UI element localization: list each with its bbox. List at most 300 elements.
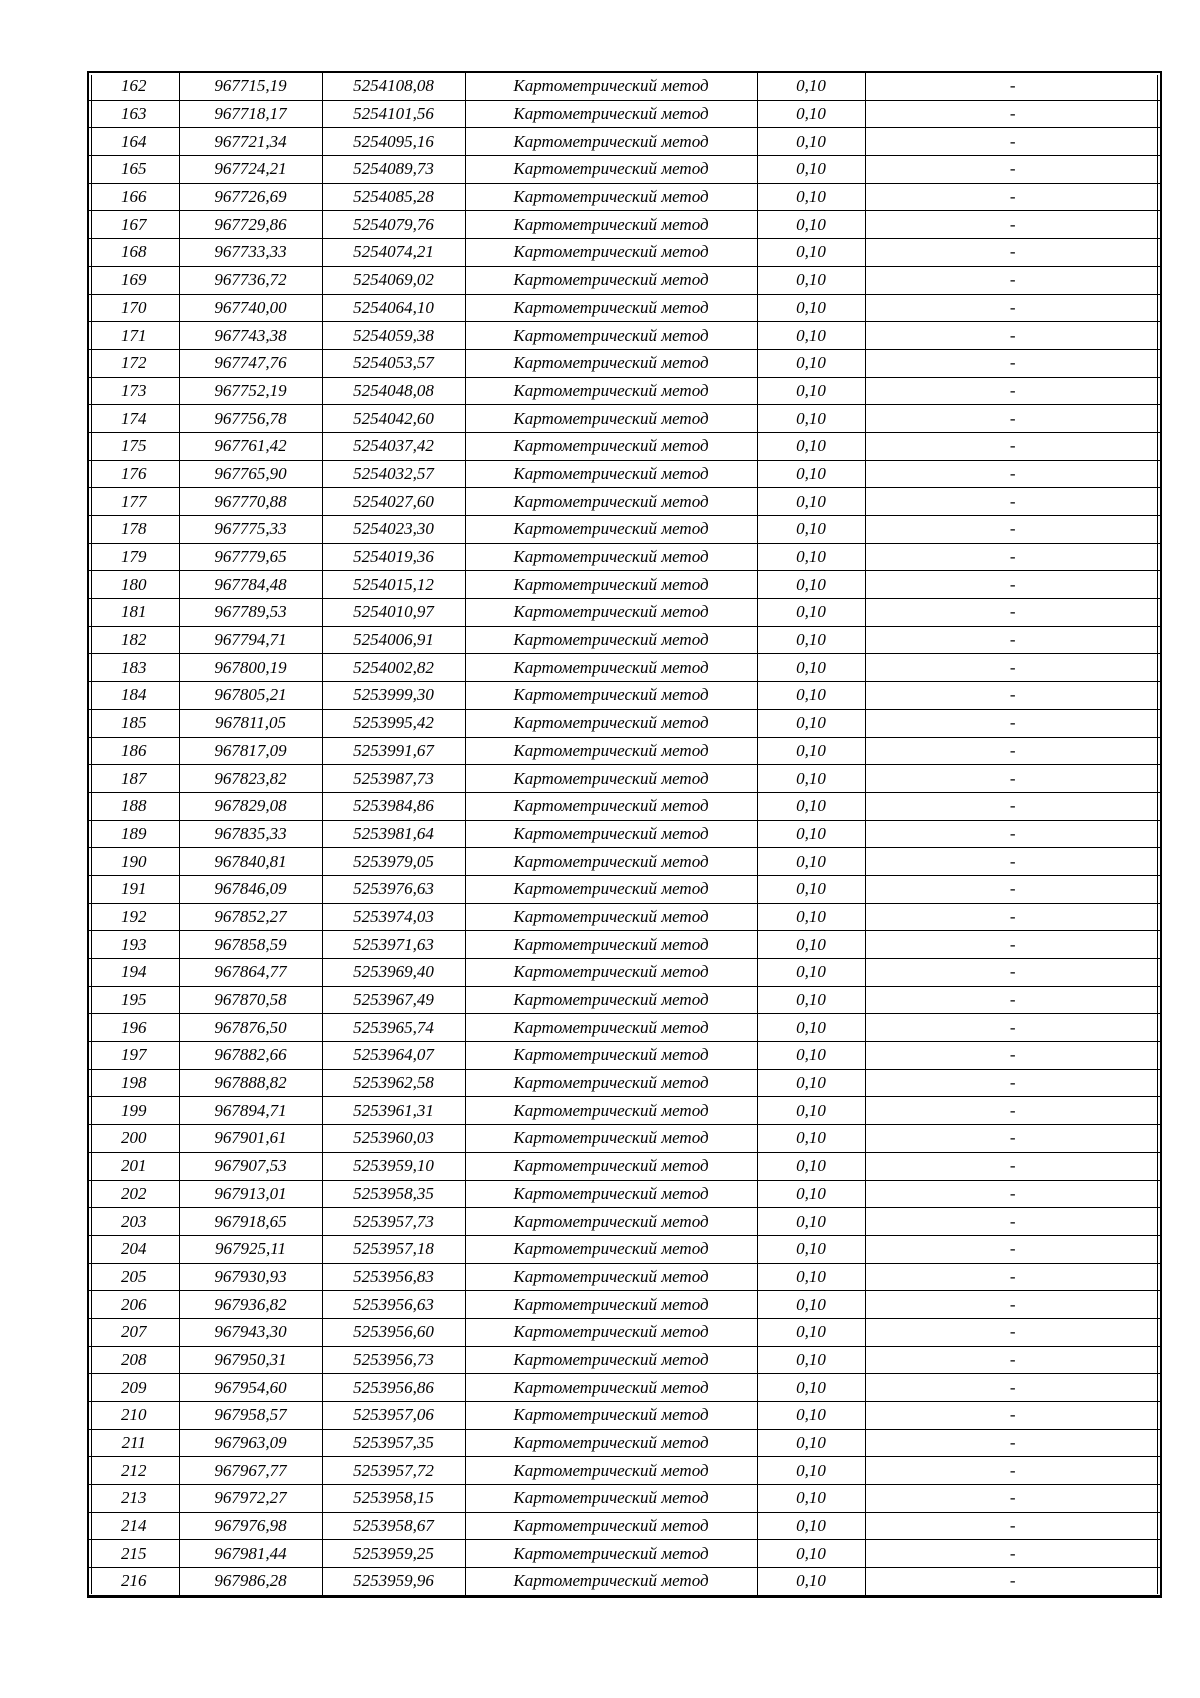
note-cell: -	[865, 1512, 1160, 1540]
coordinate-y-cell: 5254048,08	[322, 377, 465, 405]
coordinate-x-cell: 967925,11	[179, 1235, 322, 1263]
note-cell: -	[865, 1402, 1160, 1430]
method-cell: Картометрический метод	[465, 792, 757, 820]
table-row	[89, 1374, 1160, 1402]
coordinate-x-cell: 967852,27	[179, 903, 322, 931]
table-row	[89, 516, 1160, 544]
coordinate-y-cell: 5254079,76	[322, 211, 465, 239]
accuracy-cell: 0,10	[757, 73, 865, 100]
accuracy-cell: 0,10	[757, 1291, 865, 1319]
note-cell: -	[865, 349, 1160, 377]
method-cell: Картометрический метод	[465, 599, 757, 627]
coordinate-x-cell: 967823,82	[179, 765, 322, 793]
table-row	[89, 1152, 1160, 1180]
table-row	[89, 1568, 1160, 1596]
coordinate-y-cell: 5253981,64	[322, 820, 465, 848]
point-number-cell: 193	[89, 931, 179, 959]
coordinate-x-cell: 967747,76	[179, 349, 322, 377]
coordinate-y-cell: 5254053,57	[322, 349, 465, 377]
point-number-cell: 209	[89, 1374, 179, 1402]
point-number-cell: 177	[89, 488, 179, 516]
coordinate-x-cell: 967888,82	[179, 1069, 322, 1097]
method-cell: Картометрический метод	[465, 1457, 757, 1485]
accuracy-cell: 0,10	[757, 959, 865, 987]
accuracy-cell: 0,10	[757, 1568, 865, 1596]
method-cell: Картометрический метод	[465, 1208, 757, 1236]
coordinate-x-cell: 967811,05	[179, 709, 322, 737]
note-cell: -	[865, 377, 1160, 405]
table-row	[89, 931, 1160, 959]
accuracy-cell: 0,10	[757, 128, 865, 156]
table-row	[89, 543, 1160, 571]
coordinate-x-cell: 967963,09	[179, 1429, 322, 1457]
method-cell: Картометрический метод	[465, 266, 757, 294]
table-row	[89, 266, 1160, 294]
accuracy-cell: 0,10	[757, 488, 865, 516]
note-cell: -	[865, 73, 1160, 100]
coordinate-x-cell: 967805,21	[179, 682, 322, 710]
point-number-cell: 187	[89, 765, 179, 793]
table-row	[89, 1318, 1160, 1346]
accuracy-cell: 0,10	[757, 1125, 865, 1153]
method-cell: Картометрический метод	[465, 820, 757, 848]
accuracy-cell: 0,10	[757, 1042, 865, 1070]
note-cell: -	[865, 405, 1160, 433]
note-cell: -	[865, 156, 1160, 184]
point-number-cell: 213	[89, 1485, 179, 1513]
coordinate-x-cell: 967882,66	[179, 1042, 322, 1070]
note-cell: -	[865, 599, 1160, 627]
method-cell: Картометрический метод	[465, 1540, 757, 1568]
note-cell: -	[865, 266, 1160, 294]
note-cell: -	[865, 820, 1160, 848]
method-cell: Картометрический метод	[465, 1291, 757, 1319]
table-row	[89, 100, 1160, 128]
method-cell: Картометрический метод	[465, 405, 757, 433]
method-cell: Картометрический метод	[465, 765, 757, 793]
table-row	[89, 959, 1160, 987]
point-number-cell: 199	[89, 1097, 179, 1125]
coordinate-x-cell: 967784,48	[179, 571, 322, 599]
table-row	[89, 792, 1160, 820]
point-number-cell: 180	[89, 571, 179, 599]
note-cell: -	[865, 792, 1160, 820]
accuracy-cell: 0,10	[757, 100, 865, 128]
note-cell: -	[865, 1235, 1160, 1263]
method-cell: Картометрический метод	[465, 654, 757, 682]
coordinate-x-cell: 967775,33	[179, 516, 322, 544]
table-row	[89, 682, 1160, 710]
note-cell: -	[865, 959, 1160, 987]
coordinate-y-cell: 5253964,07	[322, 1042, 465, 1070]
coordinate-y-cell: 5253959,25	[322, 1540, 465, 1568]
point-number-cell: 215	[89, 1540, 179, 1568]
note-cell: -	[865, 488, 1160, 516]
coordinate-x-cell: 967765,90	[179, 460, 322, 488]
method-cell: Картометрический метод	[465, 1097, 757, 1125]
note-cell: -	[865, 626, 1160, 654]
method-cell: Картометрический метод	[465, 931, 757, 959]
coordinate-x-cell: 967829,08	[179, 792, 322, 820]
coordinates-table-frame	[87, 71, 1162, 1598]
note-cell: -	[865, 1125, 1160, 1153]
coordinate-x-cell: 967876,50	[179, 1014, 322, 1042]
note-cell: -	[865, 128, 1160, 156]
point-number-cell: 168	[89, 239, 179, 267]
accuracy-cell: 0,10	[757, 599, 865, 627]
coordinate-y-cell: 5253956,73	[322, 1346, 465, 1374]
coordinate-y-cell: 5253991,67	[322, 737, 465, 765]
note-cell: -	[865, 516, 1160, 544]
coordinate-x-cell: 967958,57	[179, 1402, 322, 1430]
method-cell: Картометрический метод	[465, 737, 757, 765]
point-number-cell: 172	[89, 349, 179, 377]
accuracy-cell: 0,10	[757, 156, 865, 184]
table-row	[89, 1097, 1160, 1125]
table-row	[89, 1208, 1160, 1236]
table-row	[89, 1125, 1160, 1153]
point-number-cell: 200	[89, 1125, 179, 1153]
method-cell: Картометрический метод	[465, 1125, 757, 1153]
coordinate-x-cell: 967770,88	[179, 488, 322, 516]
note-cell: -	[865, 1374, 1160, 1402]
note-cell: -	[865, 986, 1160, 1014]
accuracy-cell: 0,10	[757, 266, 865, 294]
accuracy-cell: 0,10	[757, 211, 865, 239]
table-row	[89, 432, 1160, 460]
table-row	[89, 1042, 1160, 1070]
accuracy-cell: 0,10	[757, 1069, 865, 1097]
note-cell: -	[865, 100, 1160, 128]
point-number-cell: 190	[89, 848, 179, 876]
point-number-cell: 207	[89, 1318, 179, 1346]
point-number-cell: 166	[89, 183, 179, 211]
coordinate-x-cell: 967718,17	[179, 100, 322, 128]
method-cell: Картометрический метод	[465, 875, 757, 903]
note-cell: -	[865, 1042, 1160, 1070]
accuracy-cell: 0,10	[757, 460, 865, 488]
note-cell: -	[865, 183, 1160, 211]
coordinate-x-cell: 967943,30	[179, 1318, 322, 1346]
table-row	[89, 654, 1160, 682]
table-row	[89, 1457, 1160, 1485]
method-cell: Картометрический метод	[465, 1014, 757, 1042]
table-row	[89, 986, 1160, 1014]
point-number-cell: 194	[89, 959, 179, 987]
point-number-cell: 205	[89, 1263, 179, 1291]
table-row	[89, 875, 1160, 903]
note-cell: -	[865, 1097, 1160, 1125]
note-cell: -	[865, 1069, 1160, 1097]
accuracy-cell: 0,10	[757, 792, 865, 820]
coordinate-y-cell: 5254010,97	[322, 599, 465, 627]
table-row	[89, 460, 1160, 488]
note-cell: -	[865, 1457, 1160, 1485]
table-row	[89, 1291, 1160, 1319]
accuracy-cell: 0,10	[757, 875, 865, 903]
method-cell: Картометрический метод	[465, 1485, 757, 1513]
coordinate-y-cell: 5254089,73	[322, 156, 465, 184]
coordinate-x-cell: 967736,72	[179, 266, 322, 294]
coordinate-x-cell: 967800,19	[179, 654, 322, 682]
note-cell: -	[865, 1346, 1160, 1374]
coordinate-y-cell: 5254101,56	[322, 100, 465, 128]
method-cell: Картометрический метод	[465, 488, 757, 516]
method-cell: Картометрический метод	[465, 1152, 757, 1180]
note-cell: -	[865, 709, 1160, 737]
method-cell: Картометрический метод	[465, 377, 757, 405]
method-cell: Картометрический метод	[465, 1318, 757, 1346]
coordinate-y-cell: 5253974,03	[322, 903, 465, 931]
coordinate-x-cell: 967954,60	[179, 1374, 322, 1402]
coordinate-y-cell: 5254042,60	[322, 405, 465, 433]
coordinate-x-cell: 967986,28	[179, 1568, 322, 1596]
point-number-cell: 204	[89, 1235, 179, 1263]
point-number-cell: 210	[89, 1402, 179, 1430]
note-cell: -	[865, 682, 1160, 710]
coordinate-y-cell: 5253967,49	[322, 986, 465, 1014]
method-cell: Картометрический метод	[465, 1374, 757, 1402]
note-cell: -	[865, 903, 1160, 931]
point-number-cell: 167	[89, 211, 179, 239]
point-number-cell: 179	[89, 543, 179, 571]
coordinate-y-cell: 5253957,73	[322, 1208, 465, 1236]
coordinate-x-cell: 967907,53	[179, 1152, 322, 1180]
accuracy-cell: 0,10	[757, 294, 865, 322]
table-row	[89, 1069, 1160, 1097]
point-number-cell: 216	[89, 1568, 179, 1596]
accuracy-cell: 0,10	[757, 709, 865, 737]
point-number-cell: 176	[89, 460, 179, 488]
coordinate-y-cell: 5253979,05	[322, 848, 465, 876]
coordinate-y-cell: 5253976,63	[322, 875, 465, 903]
point-number-cell: 212	[89, 1457, 179, 1485]
note-cell: -	[865, 239, 1160, 267]
point-number-cell: 181	[89, 599, 179, 627]
accuracy-cell: 0,10	[757, 183, 865, 211]
coordinate-x-cell: 967789,53	[179, 599, 322, 627]
coordinate-y-cell: 5253971,63	[322, 931, 465, 959]
table-row	[89, 156, 1160, 184]
coordinate-x-cell: 967756,78	[179, 405, 322, 433]
accuracy-cell: 0,10	[757, 322, 865, 350]
accuracy-cell: 0,10	[757, 349, 865, 377]
table-row	[89, 1014, 1160, 1042]
note-cell: -	[865, 931, 1160, 959]
note-cell: -	[865, 1014, 1160, 1042]
table-row	[89, 128, 1160, 156]
accuracy-cell: 0,10	[757, 1402, 865, 1430]
accuracy-cell: 0,10	[757, 1014, 865, 1042]
point-number-cell: 202	[89, 1180, 179, 1208]
accuracy-cell: 0,10	[757, 1152, 865, 1180]
accuracy-cell: 0,10	[757, 986, 865, 1014]
point-number-cell: 170	[89, 294, 179, 322]
coordinate-y-cell: 5253957,18	[322, 1235, 465, 1263]
point-number-cell: 191	[89, 875, 179, 903]
point-number-cell: 162	[89, 73, 179, 100]
method-cell: Картометрический метод	[465, 1568, 757, 1596]
method-cell: Картометрический метод	[465, 322, 757, 350]
accuracy-cell: 0,10	[757, 1208, 865, 1236]
table-row	[89, 848, 1160, 876]
coordinate-y-cell: 5254074,21	[322, 239, 465, 267]
note-cell: -	[865, 322, 1160, 350]
table-row	[89, 1429, 1160, 1457]
method-cell: Картометрический метод	[465, 239, 757, 267]
accuracy-cell: 0,10	[757, 543, 865, 571]
accuracy-cell: 0,10	[757, 1374, 865, 1402]
coordinate-y-cell: 5253959,96	[322, 1568, 465, 1596]
table-row	[89, 765, 1160, 793]
coordinate-y-cell: 5254019,36	[322, 543, 465, 571]
coordinate-y-cell: 5254095,16	[322, 128, 465, 156]
coordinate-x-cell: 967864,77	[179, 959, 322, 987]
table-row	[89, 903, 1160, 931]
note-cell: -	[865, 1291, 1160, 1319]
coordinates-table-body	[89, 73, 1160, 1595]
accuracy-cell: 0,10	[757, 848, 865, 876]
coordinate-x-cell: 967761,42	[179, 432, 322, 460]
point-number-cell: 208	[89, 1346, 179, 1374]
coordinate-y-cell: 5254108,08	[322, 73, 465, 100]
table-row	[89, 1485, 1160, 1513]
accuracy-cell: 0,10	[757, 1429, 865, 1457]
note-cell: -	[865, 654, 1160, 682]
table-row	[89, 709, 1160, 737]
coordinate-x-cell: 967846,09	[179, 875, 322, 903]
accuracy-cell: 0,10	[757, 682, 865, 710]
accuracy-cell: 0,10	[757, 765, 865, 793]
coordinate-y-cell: 5254085,28	[322, 183, 465, 211]
accuracy-cell: 0,10	[757, 903, 865, 931]
point-number-cell: 196	[89, 1014, 179, 1042]
accuracy-cell: 0,10	[757, 239, 865, 267]
method-cell: Картометрический метод	[465, 516, 757, 544]
coordinates-table	[89, 73, 1160, 1596]
table-row	[89, 737, 1160, 765]
coordinate-y-cell: 5254015,12	[322, 571, 465, 599]
note-cell: -	[865, 211, 1160, 239]
table-row	[89, 239, 1160, 267]
table-row	[89, 73, 1160, 100]
coordinate-y-cell: 5253959,10	[322, 1152, 465, 1180]
coordinate-y-cell: 5253969,40	[322, 959, 465, 987]
note-cell: -	[865, 1429, 1160, 1457]
note-cell: -	[865, 543, 1160, 571]
method-cell: Картометрический метод	[465, 211, 757, 239]
note-cell: -	[865, 1568, 1160, 1596]
coordinate-x-cell: 967743,38	[179, 322, 322, 350]
coordinate-x-cell: 967740,00	[179, 294, 322, 322]
table-row	[89, 294, 1160, 322]
method-cell: Картометрический метод	[465, 571, 757, 599]
coordinate-y-cell: 5253958,67	[322, 1512, 465, 1540]
coordinate-x-cell: 967715,19	[179, 73, 322, 100]
point-number-cell: 175	[89, 432, 179, 460]
point-number-cell: 195	[89, 986, 179, 1014]
table-row	[89, 571, 1160, 599]
note-cell: -	[865, 737, 1160, 765]
coordinate-y-cell: 5253962,58	[322, 1069, 465, 1097]
accuracy-cell: 0,10	[757, 1318, 865, 1346]
point-number-cell: 201	[89, 1152, 179, 1180]
note-cell: -	[865, 1152, 1160, 1180]
accuracy-cell: 0,10	[757, 820, 865, 848]
accuracy-cell: 0,10	[757, 1512, 865, 1540]
point-number-cell: 182	[89, 626, 179, 654]
method-cell: Картометрический метод	[465, 1042, 757, 1070]
coordinate-x-cell: 967726,69	[179, 183, 322, 211]
point-number-cell: 174	[89, 405, 179, 433]
coordinate-x-cell: 967976,98	[179, 1512, 322, 1540]
table-row	[89, 820, 1160, 848]
point-number-cell: 164	[89, 128, 179, 156]
point-number-cell: 211	[89, 1429, 179, 1457]
coordinate-x-cell: 967817,09	[179, 737, 322, 765]
table-row	[89, 183, 1160, 211]
point-number-cell: 183	[89, 654, 179, 682]
method-cell: Картометрический метод	[465, 100, 757, 128]
accuracy-cell: 0,10	[757, 1097, 865, 1125]
coordinate-y-cell: 5253961,31	[322, 1097, 465, 1125]
point-number-cell: 197	[89, 1042, 179, 1070]
method-cell: Картометрический метод	[465, 156, 757, 184]
table-row	[89, 626, 1160, 654]
coordinate-y-cell: 5254064,10	[322, 294, 465, 322]
method-cell: Картометрический метод	[465, 1402, 757, 1430]
method-cell: Картометрический метод	[465, 709, 757, 737]
point-number-cell: 214	[89, 1512, 179, 1540]
coordinate-x-cell: 967936,82	[179, 1291, 322, 1319]
coordinate-y-cell: 5253956,86	[322, 1374, 465, 1402]
coordinate-x-cell: 967752,19	[179, 377, 322, 405]
method-cell: Картометрический метод	[465, 73, 757, 100]
table-row	[89, 1540, 1160, 1568]
coordinate-y-cell: 5253965,74	[322, 1014, 465, 1042]
method-cell: Картометрический метод	[465, 294, 757, 322]
note-cell: -	[865, 875, 1160, 903]
coordinate-y-cell: 5254027,60	[322, 488, 465, 516]
method-cell: Картометрический метод	[465, 848, 757, 876]
point-number-cell: 188	[89, 792, 179, 820]
coordinate-x-cell: 967901,61	[179, 1125, 322, 1153]
point-number-cell: 184	[89, 682, 179, 710]
table-row	[89, 1512, 1160, 1540]
coordinate-x-cell: 967967,77	[179, 1457, 322, 1485]
point-number-cell: 192	[89, 903, 179, 931]
method-cell: Картометрический метод	[465, 959, 757, 987]
method-cell: Картометрический метод	[465, 1235, 757, 1263]
table-row	[89, 1263, 1160, 1291]
coordinate-y-cell: 5253956,60	[322, 1318, 465, 1346]
coordinate-y-cell: 5254002,82	[322, 654, 465, 682]
table-row	[89, 1346, 1160, 1374]
point-number-cell: 189	[89, 820, 179, 848]
accuracy-cell: 0,10	[757, 377, 865, 405]
table-row	[89, 377, 1160, 405]
note-cell: -	[865, 1208, 1160, 1236]
coordinate-x-cell: 967835,33	[179, 820, 322, 848]
table-row	[89, 405, 1160, 433]
method-cell: Картометрический метод	[465, 432, 757, 460]
accuracy-cell: 0,10	[757, 1180, 865, 1208]
accuracy-cell: 0,10	[757, 1540, 865, 1568]
coordinate-y-cell: 5253956,83	[322, 1263, 465, 1291]
note-cell: -	[865, 460, 1160, 488]
point-number-cell: 169	[89, 266, 179, 294]
note-cell: -	[865, 1540, 1160, 1568]
